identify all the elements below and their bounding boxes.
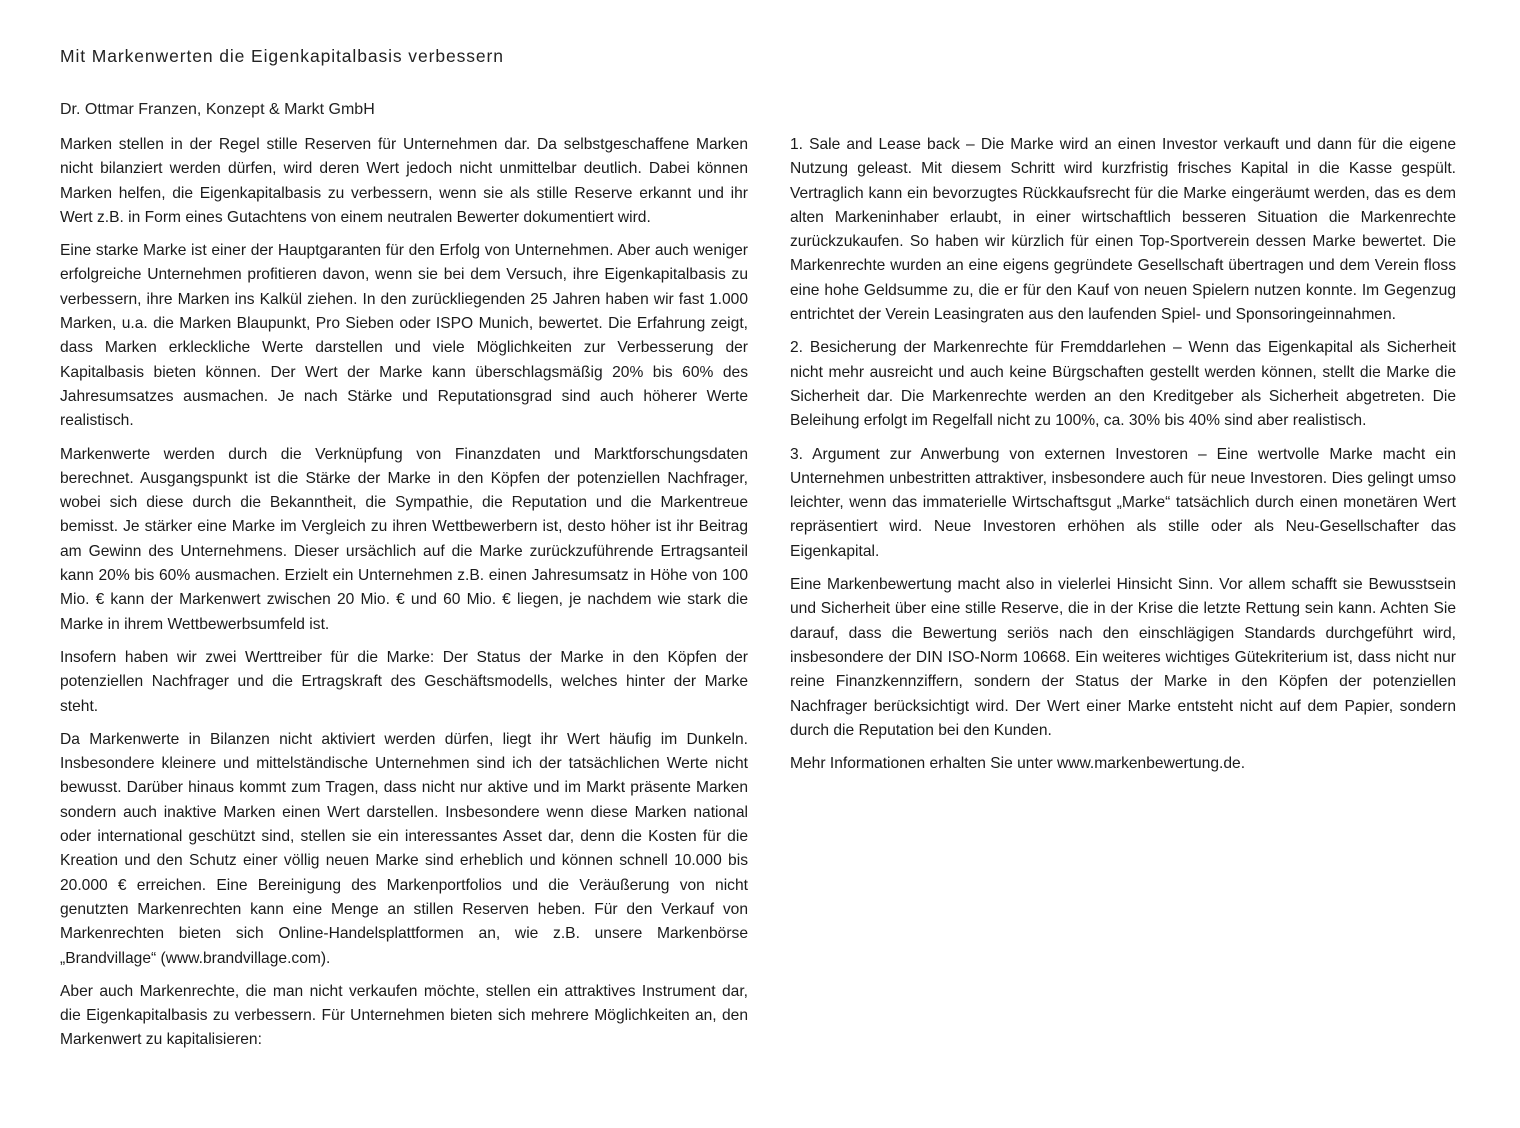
page-title: Mit Markenwerten die Eigenkapitalbasis verbessern xyxy=(60,46,504,66)
list-item-besicherung: 2. Besicherung der Markenrechte für Fremddarlehen – Wenn das Eigenkapital als Sicherheit nicht mehr ausreicht und auch keine Bürgschaften gestellt werden können, stellt die Marke die Sicherheit dar. Die Markenrechte werden an den Kreditgeber als Sicherheit abgetreten. Die Beleihung erfolgt im Regelfall nicht zu 100%, ca. 30% bis 40% sind aber realistisch. xyxy=(790,339,1456,430)
paragraph: Marken stellen in der Regel stille Reserven für Unternehmen dar. Da selbstgeschaffene Marken nicht bilanziert werden dürfen, wird deren Wert jedoch nicht unmittelbar deutlich. Dabei können Marken helfen, die Eigenkapitalbasis zu verbessern, wenn sie als stille Reserve erkannt und ihr Wert z.B. in Form eines Gutachtens von einem neutralen Bewerter dokumentiert wird. xyxy=(60,136,748,226)
paragraph: Insofern haben wir zwei Werttreiber für die Marke: Der Status der Marke in den Köpfen der potenziellen Nachfrager und die Ertragskraft des Geschäftsmodells, welches hinter der Marke steht. xyxy=(60,648,748,715)
author-line: Dr. Ottmar Franzen, Konzept & Markt GmbH xyxy=(60,101,375,118)
paragraph: Eine starke Marke ist einer der Hauptgaranten für den Erfolg von Unternehmen. Aber auch weniger erfolgreiche Unternehmen profitieren davon, wenn sie bei dem Versuch, ihre Eigenkapitalbasis zu verbessern, ihre Marken ins Kalkül ziehen. In den zurückliegenden 25 Jahren haben wir fast 1.000 Marken, u.a. die Marken Blaupunkt, Pro Sieben oder ISPO Munich, bewertet. Die Erfahrung zeigt, dass Marken erkleckliche Werte darstellen und viele Möglichkeiten zur Verbesserung der Kapitalbasis bieten können. Der Wert der Marke kann überschlagsmäßig 20% bis 60% des Jahresumsatzes ausmachen. Je nach Stärke und Reputationsgrad sind auch höherer Werte realistisch. xyxy=(60,242,748,430)
paragraph: Eine Markenbewertung macht also in vielerlei Hinsicht Sinn. Vor allem schafft sie Bewusstsein und Sicherheit über eine stille Reserve, die in der Krise die letzte Rettung sein kann. Achten Sie darauf, dass die Bewertung seriös nach den einschlägigen Standards durchgeführt wird, insbesondere der DIN ISO-Norm 10668. Ein weiteres wichtiges Gütekriterium ist, dass nicht nur reine Finanzkennziffern, sondern der Status der Marke in den Köpfen der potenziellen Nachfrager berücksichtigt wird. Der Wert einer Marke entsteht nicht auf dem Papier, sondern durch die Reputation bei den Kunden. xyxy=(790,576,1456,739)
left-column xyxy=(60,133,748,1062)
list-item-investoren: 3. Argument zur Anwerbung von externen Investoren – Eine wertvolle Marke macht ein Unternehmen unbestritten attraktiver, insbesondere auch für neue Investoren. Dies gelingt umso leichter, wenn das immaterielle Wirtschaftsgut „Marke“ tatsächlich durch einen monetären Wert repräsentiert wird. Neue Investoren erhöhen als stille oder als Neu-Gesellschafter das Eigenkapital. xyxy=(790,445,1456,560)
more-info-line: Mehr Informationen erhalten Sie unter www.markenbewertung.de. xyxy=(790,755,1246,773)
paragraph: Aber auch Markenrechte, die man nicht verkaufen möchte, stellen ein attraktives Instrument dar, die Eigenkapitalbasis zu verbessern. Für Unternehmen bieten sich mehrere Möglichkeiten an, den Markenwert zu kapitalisieren: xyxy=(60,982,748,1049)
paragraph: Da Markenwerte in Bilanzen nicht aktiviert werden dürfen, liegt ihr Wert häufig im Dunkeln. Insbesondere kleinere und mittelständische Unternehmen sind ich der tatsächlichen Werte nicht bewusst. Darüber hinaus kommt zum Tragen, dass nicht nur aktive und im Markt präsente Marken sondern auch inaktive Marken einen Wert darstellen. Insbesondere wenn diese Marken national oder international geschützt sind, stellen sie ein interessantes Asset dar, denn die Kosten für die Kreation und den Schutz einer völlig neuen Marke sind erheblich und können schnell 10.000 bis 20.000 € erreichen. Eine Bereinigung des Markenportfolios und die Veräußerung von nicht genutzten Markenrechten kann eine Menge an stillen Reserven heben. Für den Verkauf von Markenrechten bieten sich Online-Handelsplattformen an, wie z.B. unsere Markenbörse „Brandvillage“ (www.brandvillage.com). xyxy=(60,730,748,967)
right-column xyxy=(790,133,1456,785)
list-item-sale-lease-back: 1. Sale and Lease back – Die Marke wird an einen Investor verkauft und dann für die eigene Nutzung geleast. Mit diesem Schritt wird kurzfristig frisches Kapital in die Kasse gespült. Vertraglich kann ein bevorzugtes Rückkaufsrecht für die Marke eingeräumt werden, das es dem alten Markeninhaber erlaubt, in einer wirtschaftlich besseren Situation die Markenrechte zurückzukaufen. So haben wir kürzlich für einen Top-Sportverein dessen Marke bewertet. Die Markenrechte wurden an eine eigens gegründete Gesellschaft übertragen und dem Verein floss eine hohe Geldsumme zu, die er für den Kauf von neuen Spielern nutzen konnte. Im Gegenzug entrichtet der Verein Leasingraten aus den laufenden Spiel- und Sponsoringeinnahmen. xyxy=(790,136,1456,324)
paragraph: Markenwerte werden durch die Verknüpfung von Finanzdaten und Marktforschungsdaten berechnet. Ausgangspunkt ist die Stärke der Marke in den Köpfen der potenziellen Nachfrager, wobei sich diese durch die Bekanntheit, die Sympathie, die Reputation und die Markentreue bemisst. Je stärker eine Marke im Vergleich zu ihren Wettbewerbern ist, desto höher ist ihr Beitrag am Gewinn des Unternehmens. Dieser ursächlich auf die Marke zurückzuführende Ertragsanteil kann 20% bis 60% ausmachen. Erzielt ein Unternehmen z.B. einen Jahresumsatz in Höhe von 100 Mio. € kann der Markenwert zwischen 20 Mio. € und 60 Mio. € liegen, je nachdem wie stark die Marke in ihrem Wettbewerbsumfeld ist. xyxy=(60,445,748,633)
